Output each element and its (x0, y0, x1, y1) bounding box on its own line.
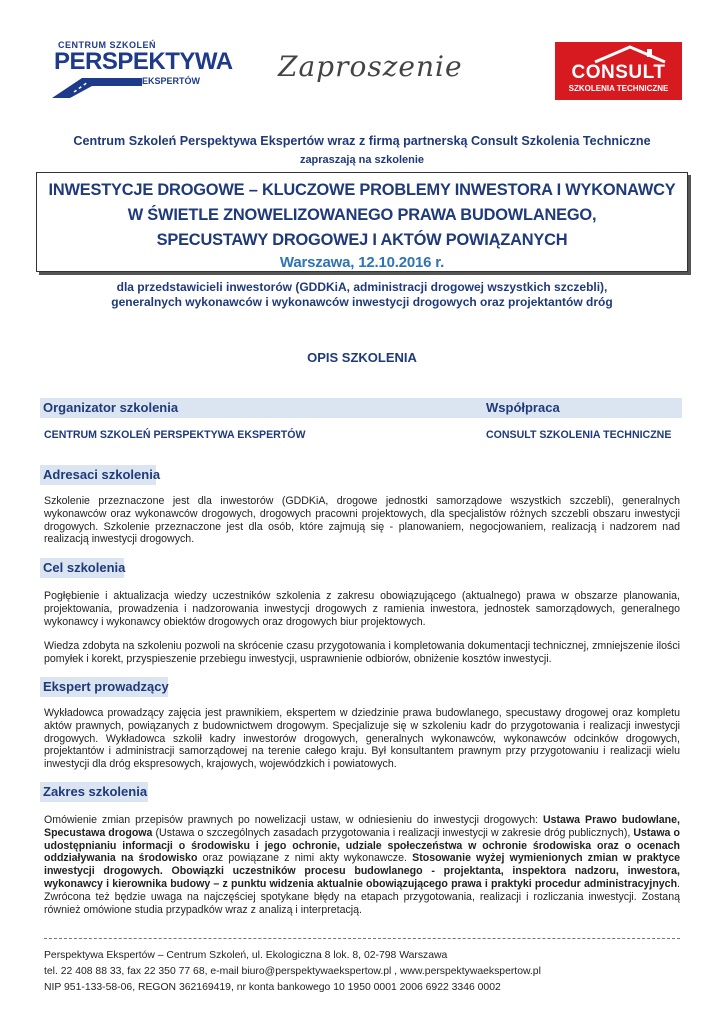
audience (30, 280, 694, 310)
organizer-value: CENTRUM SZKOLEŃ PERSPEKTYWA EKSPERTÓW (44, 429, 306, 441)
training-title-line-2: W ŚWIETLE ZNOWELIZOWANEGO PRAWA BUDOWLANEGO, (127, 206, 597, 224)
logo-main-text: PERSPEKTYWA (54, 48, 233, 75)
ekspert-text: Wykładowca prowadzący zajęcia jest prawnikiem, ekspertem w dziedzinie prawa budowlanego, specustawy drogowej oraz kompletu aktów prawnych, powiązanych z budownictwem drogowym. Specjalizuje się w szkoleniu kadr do przygotowania i realizacji inwestycji drogowych. Wykładowca szkolił kadry inwestorów drogowych, generalnych wykonawców, wykonawców odcinków drogowych, projektantów i administracji samorządowej na terenie całego kraju. Był konsultantem prawnym przy przygotowaniu i realizacji wielu inwestycji dla dróg ekspresowych, krajowych, wojewódzkich i powiatowych. (44, 707, 680, 771)
logo-sub-text: EKSPERTÓW (142, 76, 201, 86)
footer-contact: tel. 22 408 88 33, fax 22 350 77 68, e-mail biuro@perspektywaekspertow.pl , www.perspektywaekspertow.pl (44, 966, 541, 977)
logo-consult (555, 42, 682, 100)
audience-line-1: dla przedstawicieli inwestorów (GDDKiA, administracji drogowej wszystkich szczebli), (116, 280, 608, 294)
footer-address: Perspektywa Ekspertów – Centrum Szkoleń, ul. Ekologiczna 8 lok. 8, 02-798 Warszawa (44, 950, 448, 961)
house-roof-icon (555, 44, 682, 64)
zakres-bold-2: Ustawa o udostępnianiu informacji o środowisku i jego ochronie, udziale społeczeństwa w ochronie środowiska oraz o ocenach oddziaływania na środowisko (44, 826, 680, 865)
cooperation-value: CONSULT SZKOLENIA TECHNICZNE (486, 429, 672, 441)
audience-line-2: generalnych wykonawców i wykonawców inwestycji drogowych oraz projektantów dróg (111, 295, 613, 309)
cel-text-2: Wiedza zdobyta na szkoleniu pozwoli na skrócenie czasu przygotowania i kompletowania dokumentacji technicznej, zmniejszenie ilości pomyłek i korekt, przyspieszenie przebiegu inwestycji, usprawnienie odbiorów, obniżenie kosztów inwestycji. (44, 640, 680, 665)
logo-perspektywa (44, 40, 233, 104)
logo-small-text: CENTRUM SZKOLEŃ (58, 40, 156, 50)
partners-line: Centrum Szkoleń Perspektywa Ekspertów wraz z firmą partnerską Consult Szkolenia Techniczne (73, 134, 651, 148)
zakres-part-2: (Ustawa o szczególnych zasadach przygotowania i realizacji inwestycji w zakresie dróg publicznych), (152, 826, 634, 839)
section-title-ekspert: Ekspert prowadzący (43, 679, 169, 694)
section-title-cel: Cel szkolenia (43, 560, 126, 575)
section-heading-ekspert (40, 677, 168, 697)
section-heading-zakres (40, 782, 148, 802)
section-title-zakres: Zakres szkolenia (43, 784, 148, 799)
training-title-box (36, 172, 688, 272)
consult-word: CONSULT (571, 62, 666, 83)
description-heading: OPIS SZKOLENIA (307, 350, 417, 365)
training-title-line-3: SPECUSTAWY DROGOWEJ I AKTÓW POWIĄZANYCH (156, 231, 568, 249)
invite-line: zapraszają na szkolenie (299, 154, 425, 166)
zakres-bold-1: Ustawa Prawo budowlane, Specustawa drogowa (44, 814, 680, 839)
section-title-adresaci: Adresaci szkolenia (43, 467, 161, 482)
zakres-bold-3: Stosowanie wyżej wymienionych zmian w praktyce inwestycji drogowych. Obowiązki uczestników procesu budowlanego - projektanta, inspektora nadzoru, inwestora, wykonawcy i kierownika budowy – z punktu widzenia aktualnie obowiązującego prawa i praktyki procedur administracyjnych (44, 852, 681, 890)
footer-divider (44, 938, 680, 939)
organizer-label: Organizator szkolenia (43, 400, 179, 415)
road-icon (52, 76, 142, 98)
footer-registration: NIP 951-133-58-06, REGON 362169419, nr konta bankowego 10 1950 0001 2006 6922 3346 0002 (44, 982, 501, 993)
zakres-part-3: oraz powiązane z nimi akty wykonawcze. (197, 852, 413, 865)
training-title-line-1: INWESTYCJE DROGOWE – KLUCZOWE PROBLEMY INWESTORA I WYKONAWCY (48, 181, 676, 199)
cooperation-label: Współpraca (486, 400, 560, 415)
cel-text-1: Pogłębienie i aktualizacja wiedzy uczestników szkolenia z zakresu obowiązującego (aktualnego) prawa w obszarze planowania, projektowania, prowadzenia i nadzorowania inwestycji drogowych z ramienia inwestora, jednostek samorządowych, generalnego wykonawcy i wykonawcy obiektów drogowych oraz drogowych biur projektowych. (44, 590, 680, 628)
adresaci-text: Szkolenie przeznaczone jest dla inwestorów (GDDKiA, drogowe jednostki samorządowe wszystkich szczebli), generalnych wykonawców oraz wykonawców drogowych, drogowych pracowni projektowych, dla specjalistów różnych szczebli obszaru inwestycji drogowych. Szkolenie przeznaczone jest dla osób, które zajmują się - planowaniem, negocjowaniem, realizacją i nadzorem nad realizacją inwestycji drogowych. (44, 495, 680, 546)
zakres-part-4: . Zwrócona też będzie uwaga na najczęściej spotykane błędy na etapach przygotowania, realizacji i rozliczania inwestycji. Zostaną również omówione studia przypadków wraz z analizą i interpretacją. (44, 877, 680, 916)
consult-sub: SZKOLENIA TECHNICZNE (568, 84, 669, 93)
training-date: Warszawa, 12.10.2016 r. (279, 254, 445, 271)
section-heading-adresaci (40, 465, 161, 485)
zakres-part-1: Omówienie zmian przepisów prawnych po nowelizacji ustaw, w odniesieniu do inwestycji drogowych: (44, 814, 543, 826)
zakres-text (44, 814, 680, 916)
organizer-bar (40, 398, 682, 418)
page-title: Zaproszenie (278, 50, 463, 83)
section-heading-cel (40, 558, 124, 578)
